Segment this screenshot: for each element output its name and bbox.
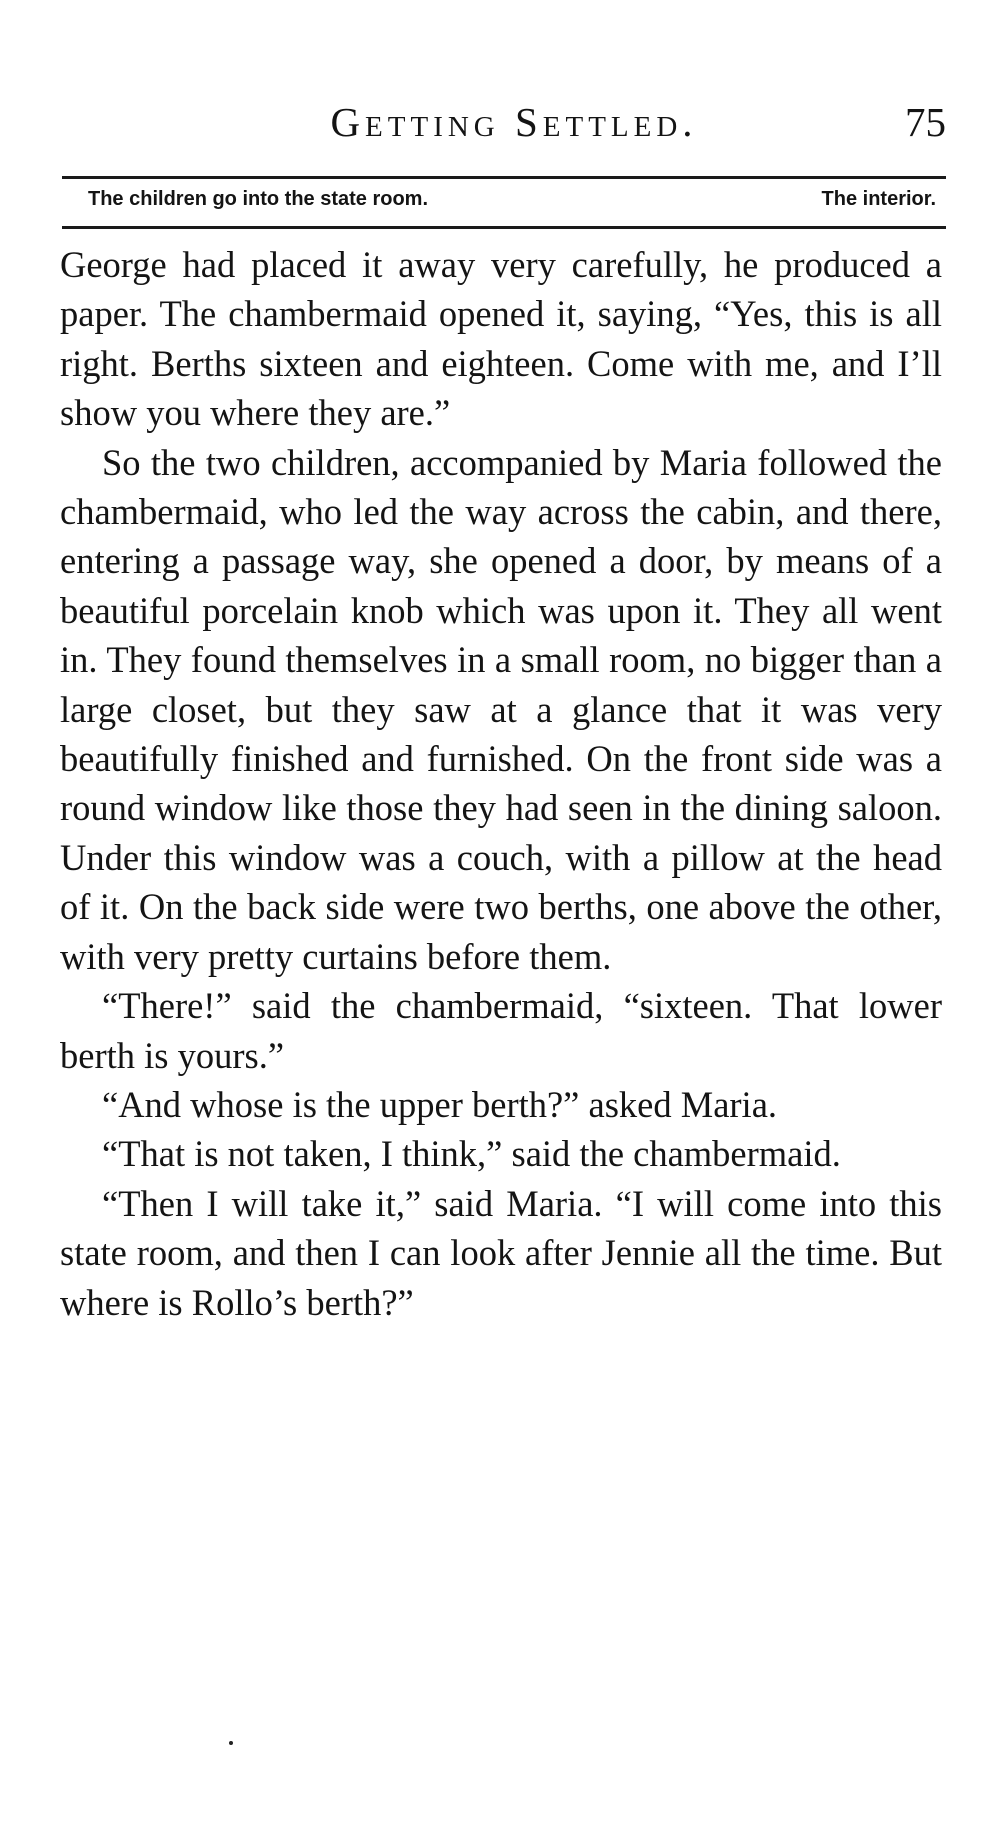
body-text — [60, 240, 942, 1327]
summary-right: The interior. — [821, 188, 936, 210]
page-number: 75 — [905, 99, 946, 145]
header-rule-bottom — [62, 226, 946, 229]
ink-speck — [229, 1741, 233, 1745]
paragraph: “And whose is the upper berth?” asked Maria. — [102, 1083, 778, 1125]
marginal-summary — [88, 188, 936, 218]
paragraph: “That is not taken, I think,” said the chambermaid. — [102, 1133, 841, 1175]
summary-left: The children go into the state room. — [88, 188, 429, 210]
paragraph: So the two children, accompanied by Maria followed the chambermaid, who led the way across the cabin, and there, entering a passage way, she opened a door, by means of a beautiful porcelain knob which was upon it. They all went in. They found themselves in a small room, no bigger than a large closet, but they saw at a glance that it was very beautifully finished and furnished. On the front side was a round window like those they had seen in the dining saloon. Under this window was a couch, with a pillow at the head of it. On the back side were two berths, one above the other, with very pretty curtains before them. — [60, 441, 942, 977]
header-rule-top — [62, 176, 946, 179]
running-title: Getting Settled. — [330, 99, 698, 145]
running-head — [62, 98, 946, 158]
paragraph: “Then I will take it,” said Maria. “I will come into this state room, and then I can look after Jennie all the time. But where is Rollo’s berth?” — [60, 1182, 942, 1323]
paragraph: George had placed it away very carefully, he produced a paper. The chambermaid opened it, saying, “Yes, this is all right. Berths sixteen and eighteen. Come with me, and I’ll show you where they are.” — [60, 244, 942, 434]
paragraph: “There!” said the chambermaid, “sixteen. That lower berth is yours.” — [60, 985, 942, 1076]
